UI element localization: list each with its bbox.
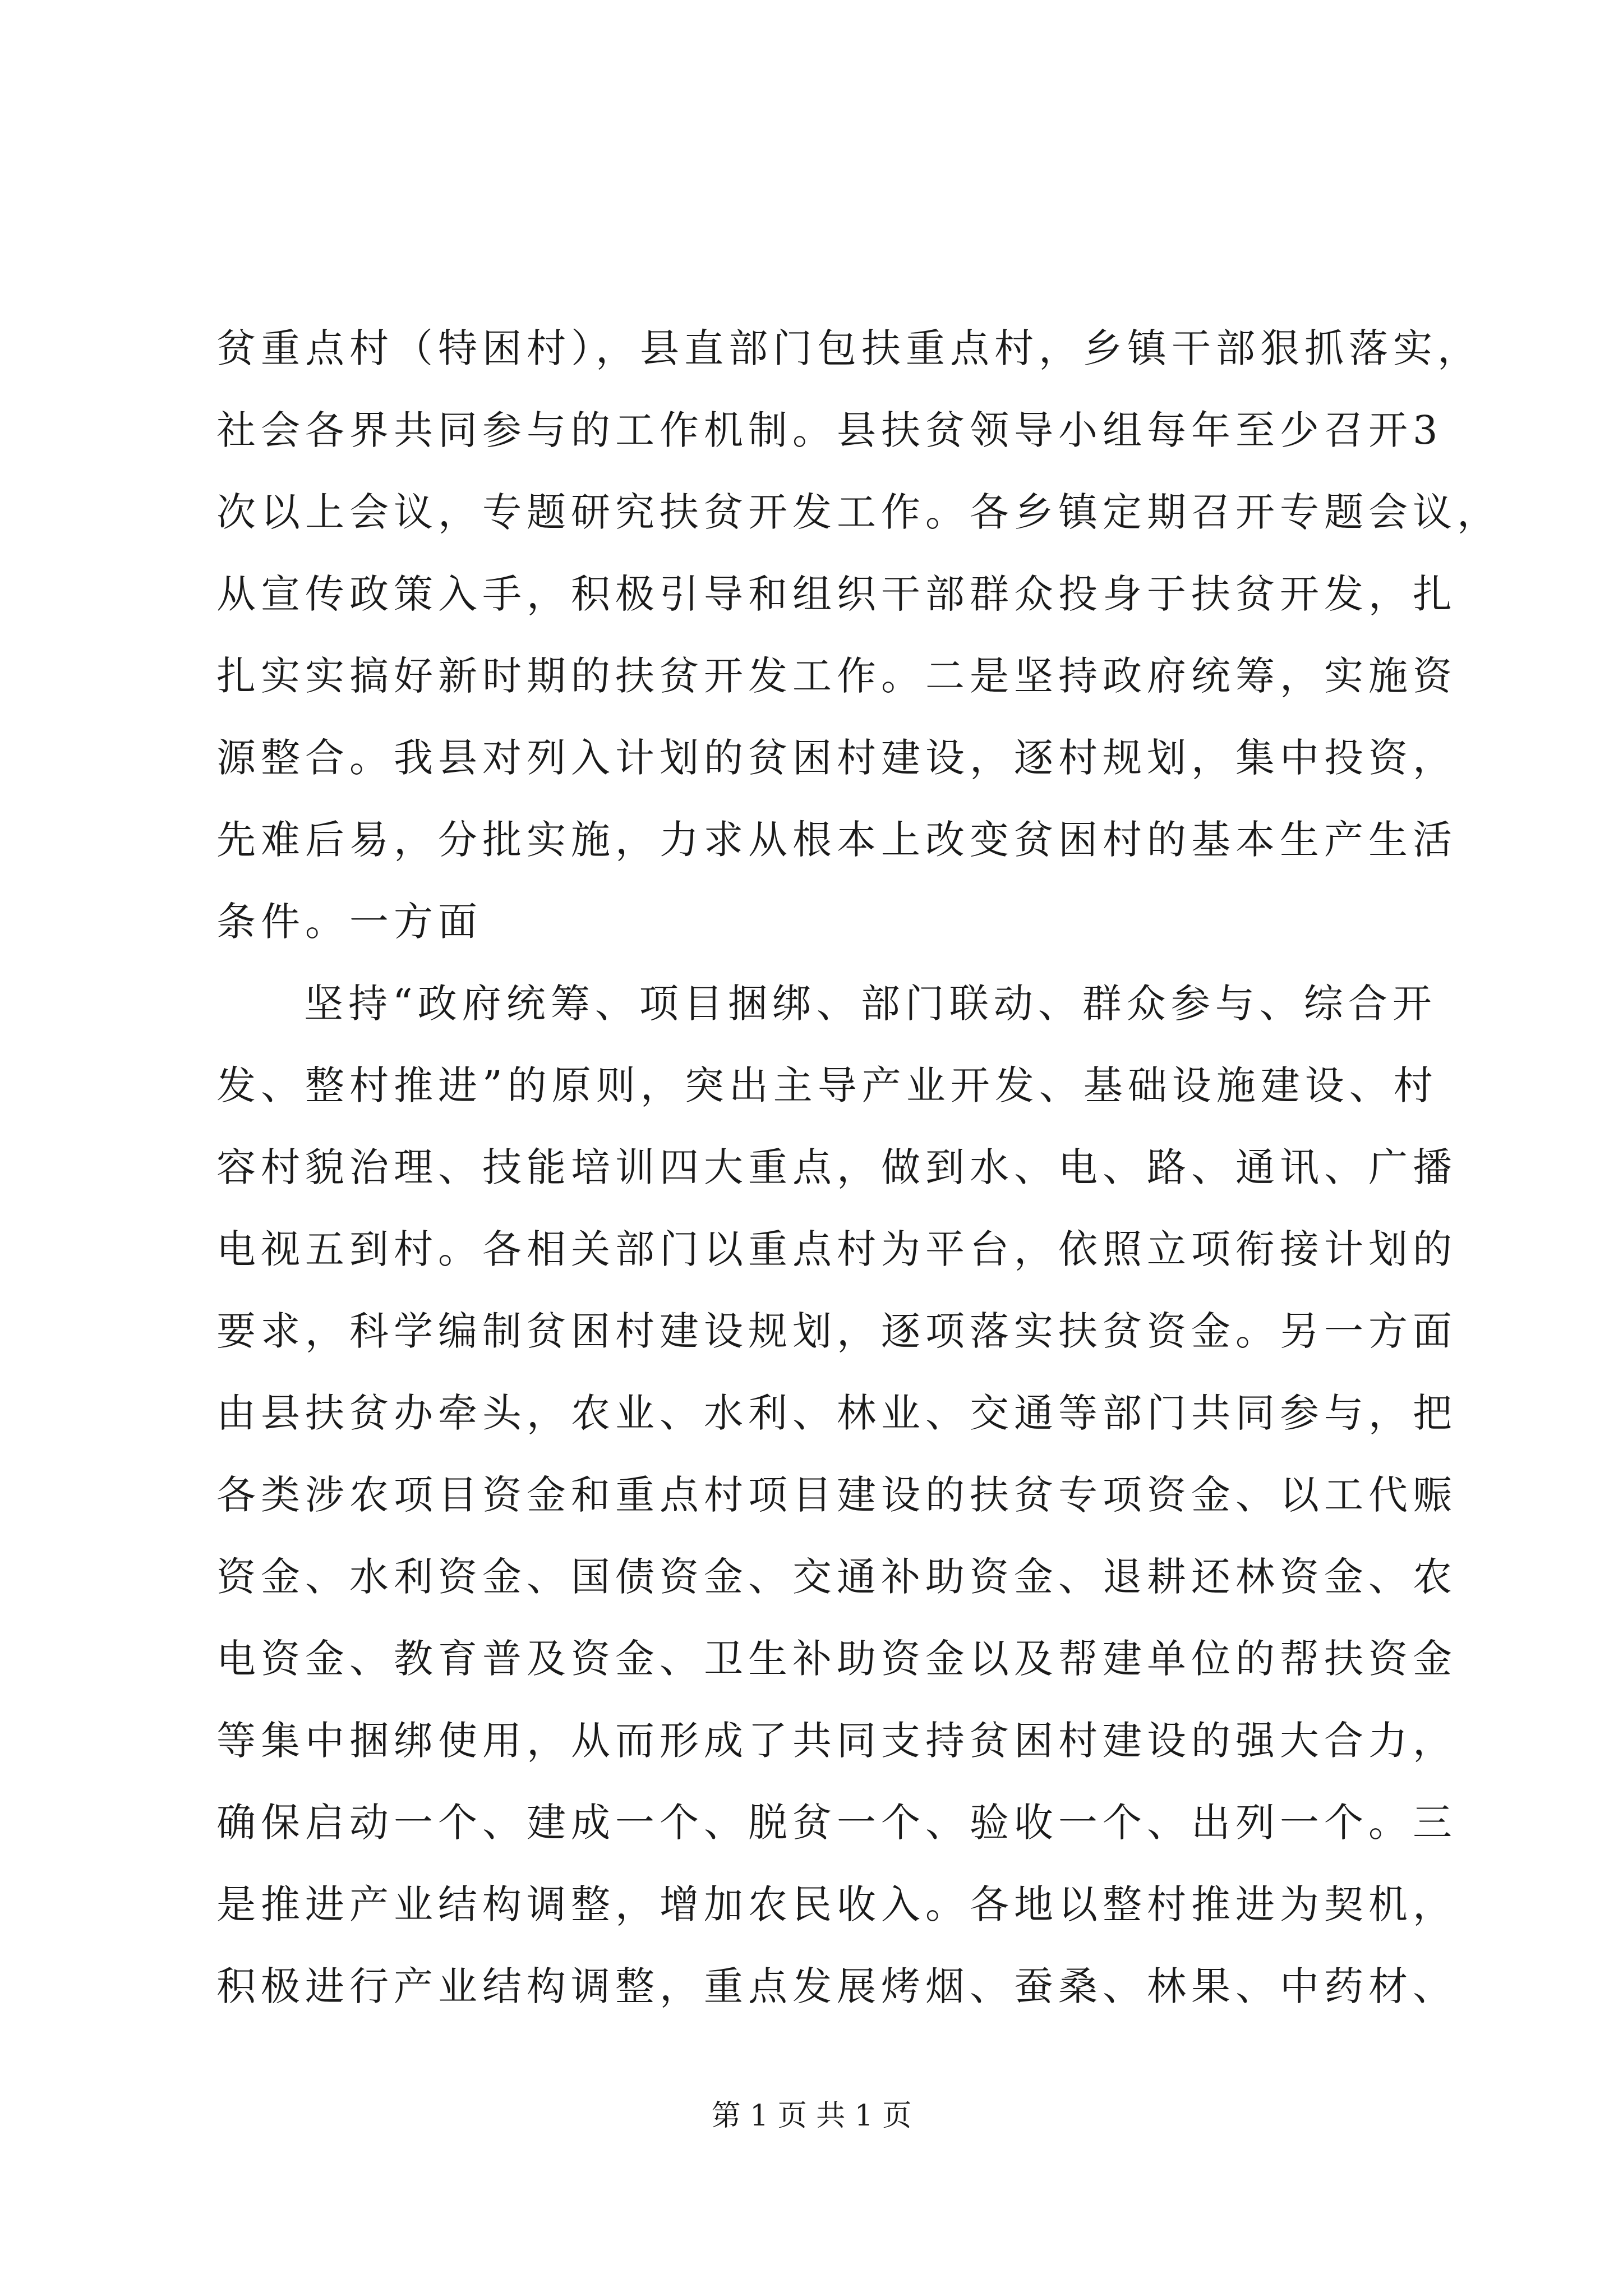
text-line: 从宣传政策入手，积极引导和组织干部群众投身于扶贫开发，扎	[216, 571, 1457, 617]
text-line: 电资金、教育普及资金、卫生补助资金以及帮建单位的帮扶资金	[216, 1636, 1457, 1682]
text-line: 先难后易，分批实施，力求从根本上改变贫困村的基本生产生活	[216, 817, 1457, 863]
text-line: 是推进产业结构调整，增加农民收入。各地以整村推进为契机，	[216, 1881, 1457, 1927]
text-line: 发、整村推进”的原则，突出主导产业开发、基础设施建设、村	[216, 1062, 1438, 1108]
text-line: 要求，科学编制贫困村建设规划，逐项落实扶贫资金。另一方面	[216, 1308, 1457, 1354]
text-line: 由县扶贫办牵头，农业、水利、林业、交通等部门共同参与，把	[216, 1390, 1457, 1436]
text-line: 贫重点村（特困村），县直部门包扶重点村，乡镇干部狠抓落实，	[216, 325, 1482, 371]
document-body	[216, 307, 1501, 2027]
text-line: 次以上会议，专题研究扶贫开发工作。各乡镇定期召开专题会议，	[216, 489, 1501, 535]
text-line: 容村貌治理、技能培训四大重点，做到水、电、路、通讯、广播	[216, 1144, 1457, 1190]
paragraph-first-line: 坚持“政府统筹、项目捆绑、部门联动、群众参与、综合开	[304, 981, 1437, 1027]
text-line: 积极进行产业结构调整，重点发展烤烟、蚕桑、林果、中药材、	[216, 1963, 1457, 2009]
text-line: 社会各界共同参与的工作机制。县扶贫领导小组每年至少召开3	[216, 407, 1443, 453]
text-line: 资金、水利资金、国债资金、交通补助资金、退耕还林资金、农	[216, 1554, 1457, 1600]
text-line: 扎实实搞好新时期的扶贫开发工作。二是坚持政府统筹，实施资	[216, 653, 1457, 699]
text-line: 电视五到村。各相关部门以重点村为平台，依照立项衔接计划的	[216, 1226, 1457, 1272]
text-line: 各类涉农项目资金和重点村项目建设的扶贫专项资金、以工代赈	[216, 1472, 1457, 1518]
text-line: 确保启动一个、建成一个、脱贫一个、验收一个、出列一个。三	[216, 1800, 1457, 1846]
text-line: 条件。一方面	[216, 899, 482, 945]
text-line: 源整合。我县对列入计划的贫困村建设，逐村规划，集中投资，	[216, 735, 1457, 781]
text-line: 等集中捆绑使用，从而形成了共同支持贫困村建设的强大合力，	[216, 1718, 1457, 1764]
page-footer: 第 1 页 共 1 页	[711, 2099, 912, 2133]
